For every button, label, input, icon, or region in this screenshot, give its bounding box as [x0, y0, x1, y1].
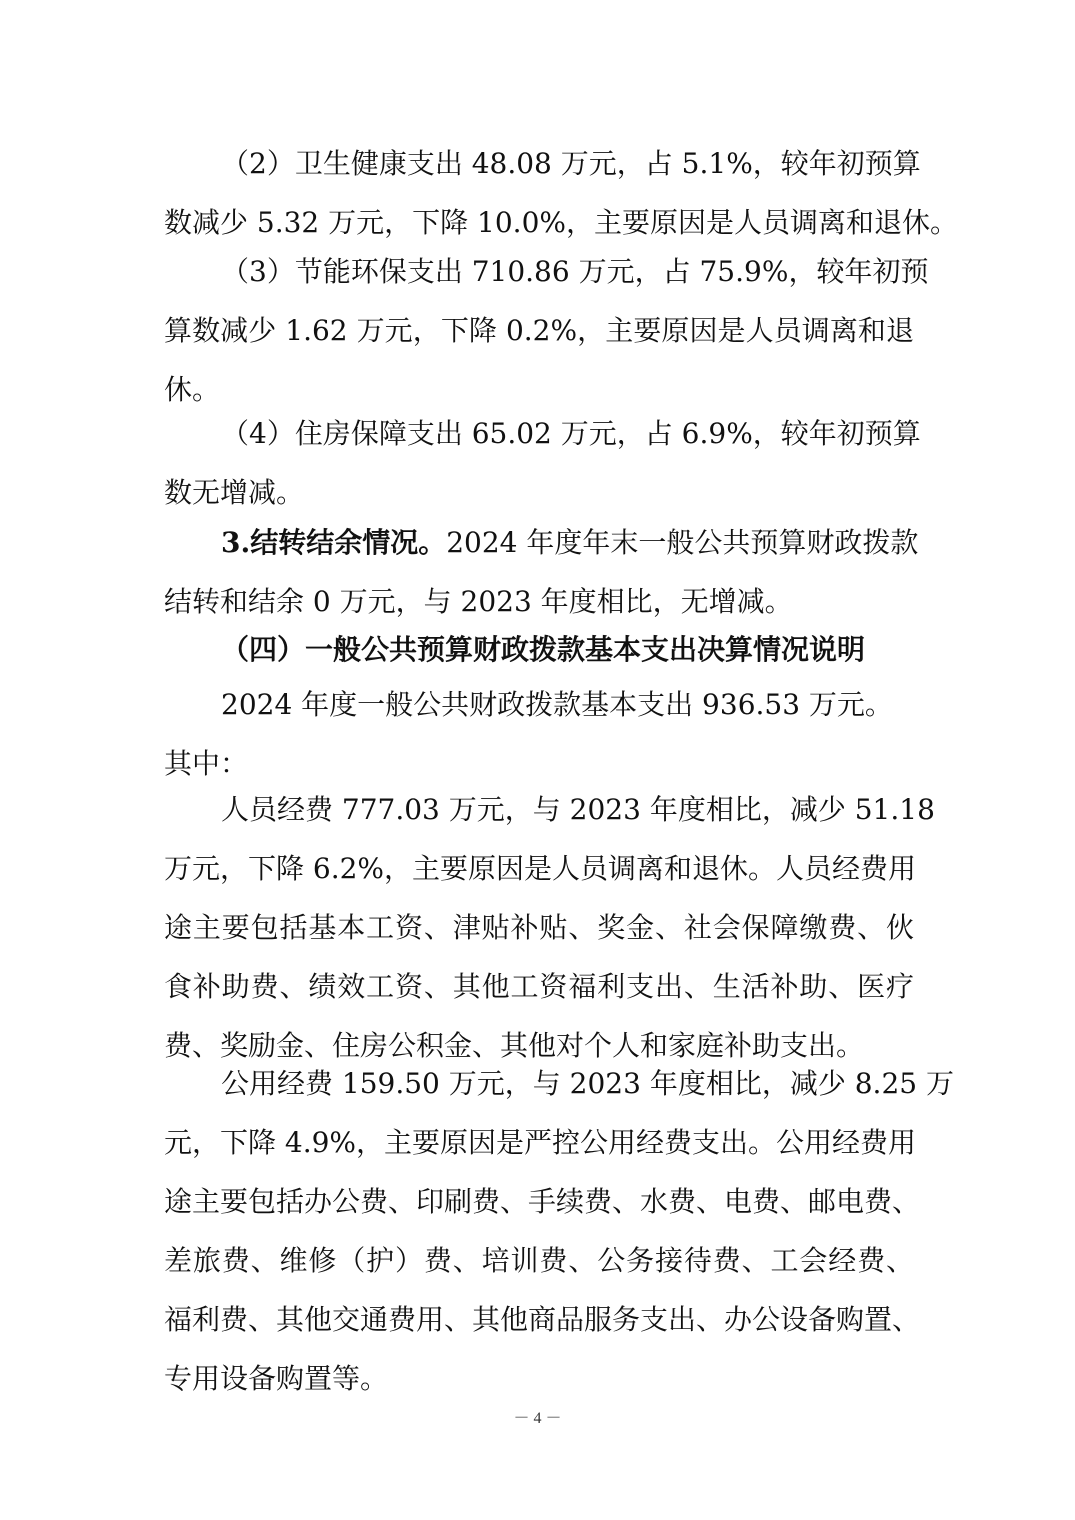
text-line: 食补助费、绩效工资、其他工资福利支出、生活补助、医疗 — [164, 970, 914, 1003]
text-line: 万元，下降 6.2%，主要原因是人员调离和退休。人员经费用 — [164, 852, 917, 885]
text-line: 结转和结余 0 万元，与 2023 年度相比，无增减。 — [164, 585, 793, 618]
text-line: 途主要包括办公费、印刷费、手续费、水费、电费、邮电费、 — [164, 1185, 921, 1218]
text-line: 数减少 5.32 万元，下降 10.0%，主要原因是人员调离和退休。 — [164, 206, 958, 239]
paragraph-basic-expenditure-total — [164, 675, 914, 793]
text-line — [164, 513, 919, 572]
paragraph-carryover-balance — [164, 513, 919, 631]
page-number: － 4 － — [513, 1410, 562, 1427]
paragraph-personnel-expenses — [164, 780, 935, 1075]
section-heading-block — [164, 620, 914, 679]
carryover-text: 2024 年度年末一般公共预算财政拨款 — [446, 526, 919, 559]
text-line: 费、奖励金、住房公积金、其他对个人和家庭补助支出。 — [164, 1029, 865, 1062]
text-line: 元，下降 4.9%，主要原因是严控公用经费支出。公用经费用 — [164, 1126, 917, 1159]
text-line: （2）卫生健康支出 48.08 万元，占 5.1%，较年初预算 — [221, 147, 921, 180]
text-line: 数无增减。 — [164, 476, 305, 509]
text-line: 途主要包括基本工资、津贴补贴、奖金、社会保障缴费、伙 — [164, 911, 914, 944]
text-line: （3）节能环保支出 710.86 万元，占 75.9%，较年初预 — [221, 255, 929, 288]
text-line: 2024 年度一般公共财政拨款基本支出 936.53 万元。 — [221, 688, 893, 721]
text-line: 福利费、其他交通费用、其他商品服务支出、办公设备购置、 — [164, 1303, 921, 1336]
text-line: 休。 — [164, 373, 221, 406]
section-heading: （四）一般公共预算财政拨款基本支出决算情况说明 — [221, 633, 866, 666]
text-line: 公用经费 159.50 万元，与 2023 年度相比，减少 8.25 万 — [221, 1067, 954, 1100]
paragraph-housing-expenditure — [164, 404, 921, 522]
paragraph-health-expenditure — [164, 134, 958, 252]
paragraph-energy-environment-expenditure — [164, 242, 929, 419]
carryover-heading: 3.结转结余情况。 — [221, 526, 447, 559]
text-line: 其中： — [164, 747, 249, 780]
paragraph-public-expenses — [164, 1054, 954, 1408]
text-line: 人员经费 777.03 万元，与 2023 年度相比，减少 51.18 — [221, 793, 935, 826]
text-line: （4）住房保障支出 65.02 万元，占 6.9%，较年初预算 — [221, 417, 921, 450]
text-line: 差旅费、维修（护）费、培训费、公务接待费、工会经费、 — [164, 1244, 914, 1277]
text-line: 算数减少 1.62 万元，下降 0.2%，主要原因是人员调离和退 — [164, 314, 914, 347]
text-line: 专用设备购置等。 — [164, 1362, 389, 1395]
